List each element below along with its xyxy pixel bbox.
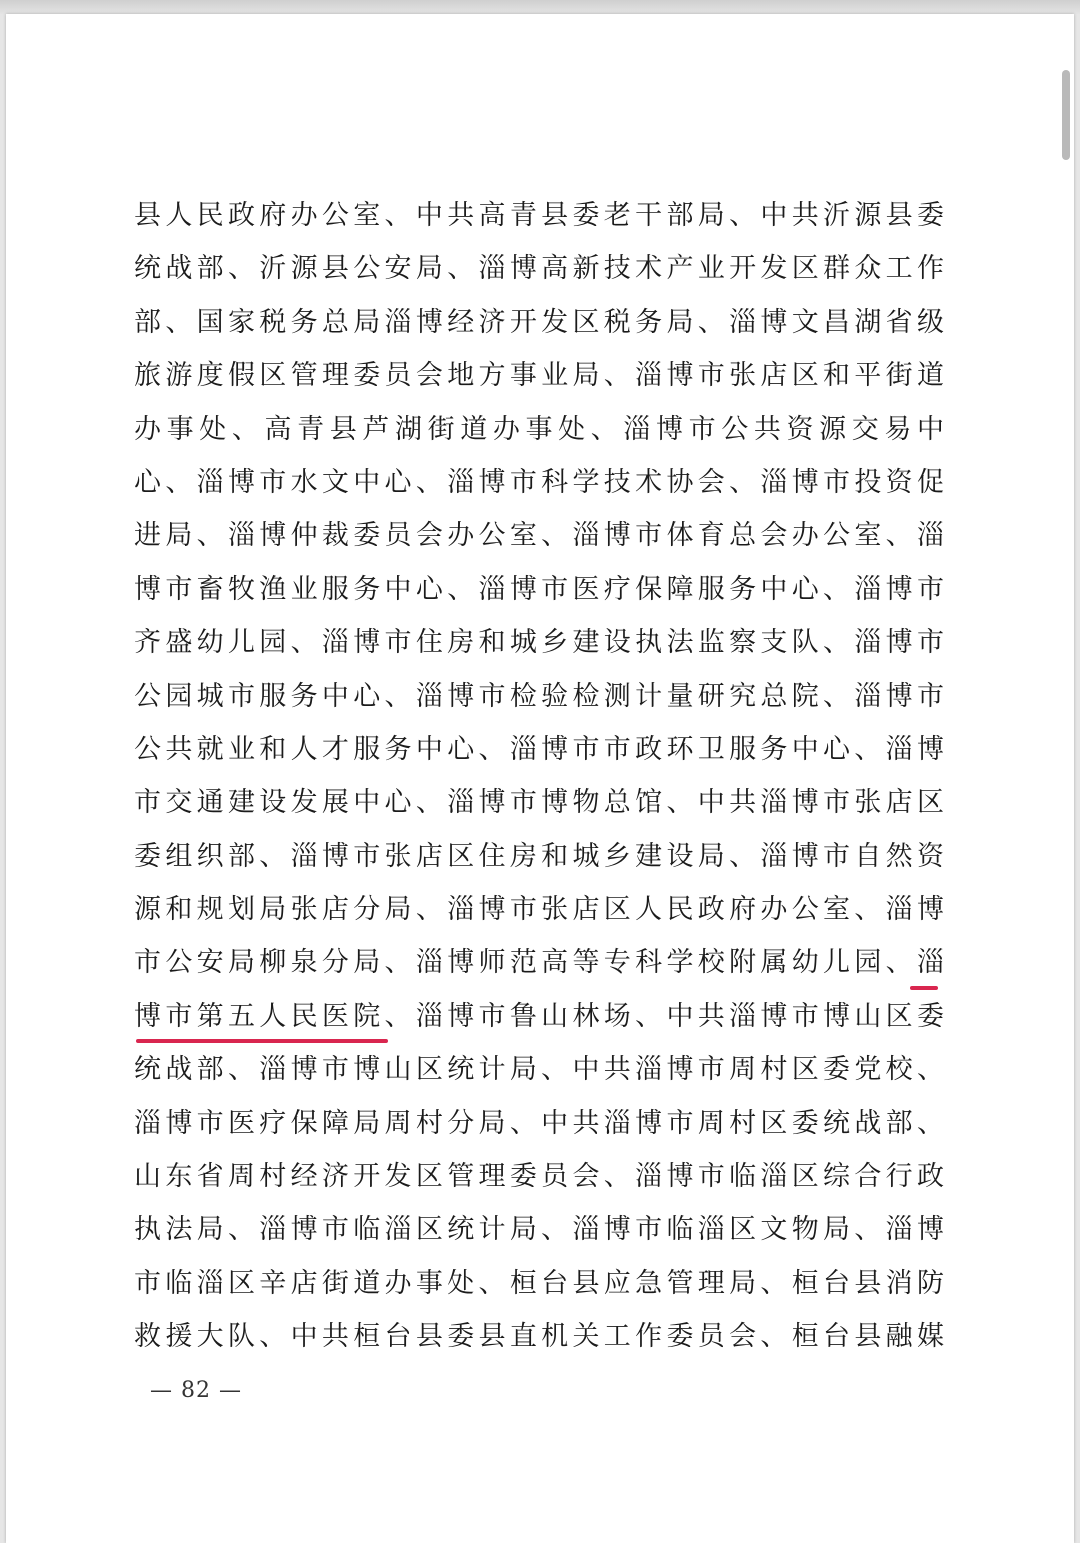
- text-line: 公共就业和人才服务中心、淄博市市政环卫服务中心、淄博: [134, 733, 944, 765]
- text-line: 博市第五人民医院、淄博市鲁山林场、中共淄博市博山区委: [134, 1000, 944, 1032]
- text-line: 心、淄博市水文中心、淄博市科学技术协会、淄博市投资促: [134, 466, 944, 498]
- page-number: — 82 —: [150, 1378, 242, 1403]
- text-line: 源和规划局张店分局、淄博市张店区人民政府办公室、淄博: [134, 894, 944, 926]
- highlight-underline: [136, 1039, 388, 1043]
- text-line: 博市畜牧渔业服务中心、淄博市医疗保障服务中心、淄博市: [134, 573, 944, 605]
- text-line: 进局、淄博仲裁委员会办公室、淄博市体育总会办公室、淄: [134, 520, 944, 552]
- viewer-top-strip: [0, 0, 1080, 14]
- text-line: 救援大队、中共桓台县委县直机关工作委员会、桓台县融媒: [134, 1321, 944, 1353]
- text-line: 市公安局柳泉分局、淄博师范高等专科学校附属幼儿园、淄: [134, 947, 944, 979]
- text-line: 市临淄区辛店街道办事处、桓台县应急管理局、桓台县消防: [134, 1267, 944, 1299]
- text-line: 部、国家税务总局淄博经济开发区税务局、淄博文昌湖省级: [134, 306, 944, 338]
- text-line: 旅游度假区管理委员会地方事业局、淄博市张店区和平街道: [134, 360, 944, 392]
- text-line: 委组织部、淄博市张店区住房和城乡建设局、淄博市自然资: [134, 840, 944, 872]
- highlight-underline: [910, 986, 938, 990]
- text-line: 公园城市服务中心、淄博市检验检测计量研究总院、淄博市: [134, 680, 944, 712]
- text-line: 统战部、淄博市博山区统计局、中共淄博市周村区委党校、: [134, 1054, 944, 1086]
- text-line: 县人民政府办公室、中共高青县委老干部局、中共沂源县委: [134, 200, 944, 231]
- body-text: [134, 189, 944, 1364]
- text-line: 执法局、淄博市临淄区统计局、淄博市临淄区文物局、淄博: [134, 1214, 944, 1246]
- text-line: 齐盛幼儿园、淄博市住房和城乡建设执法监察支队、淄博市: [134, 627, 944, 659]
- text-line: 统战部、沂源县公安局、淄博高新技术产业开发区群众工作: [134, 253, 944, 285]
- text-line: 市交通建设发展中心、淄博市博物总馆、中共淄博市张店区: [134, 787, 944, 819]
- text-line: 山东省周村经济开发区管理委员会、淄博市临淄区综合行政: [134, 1161, 944, 1193]
- text-line: 淄博市医疗保障局周村分局、中共淄博市周村区委统战部、: [134, 1107, 944, 1139]
- text-line: 办事处、高青县芦湖街道办事处、淄博市公共资源交易中: [134, 413, 944, 445]
- scrollbar-thumb[interactable]: [1062, 70, 1070, 160]
